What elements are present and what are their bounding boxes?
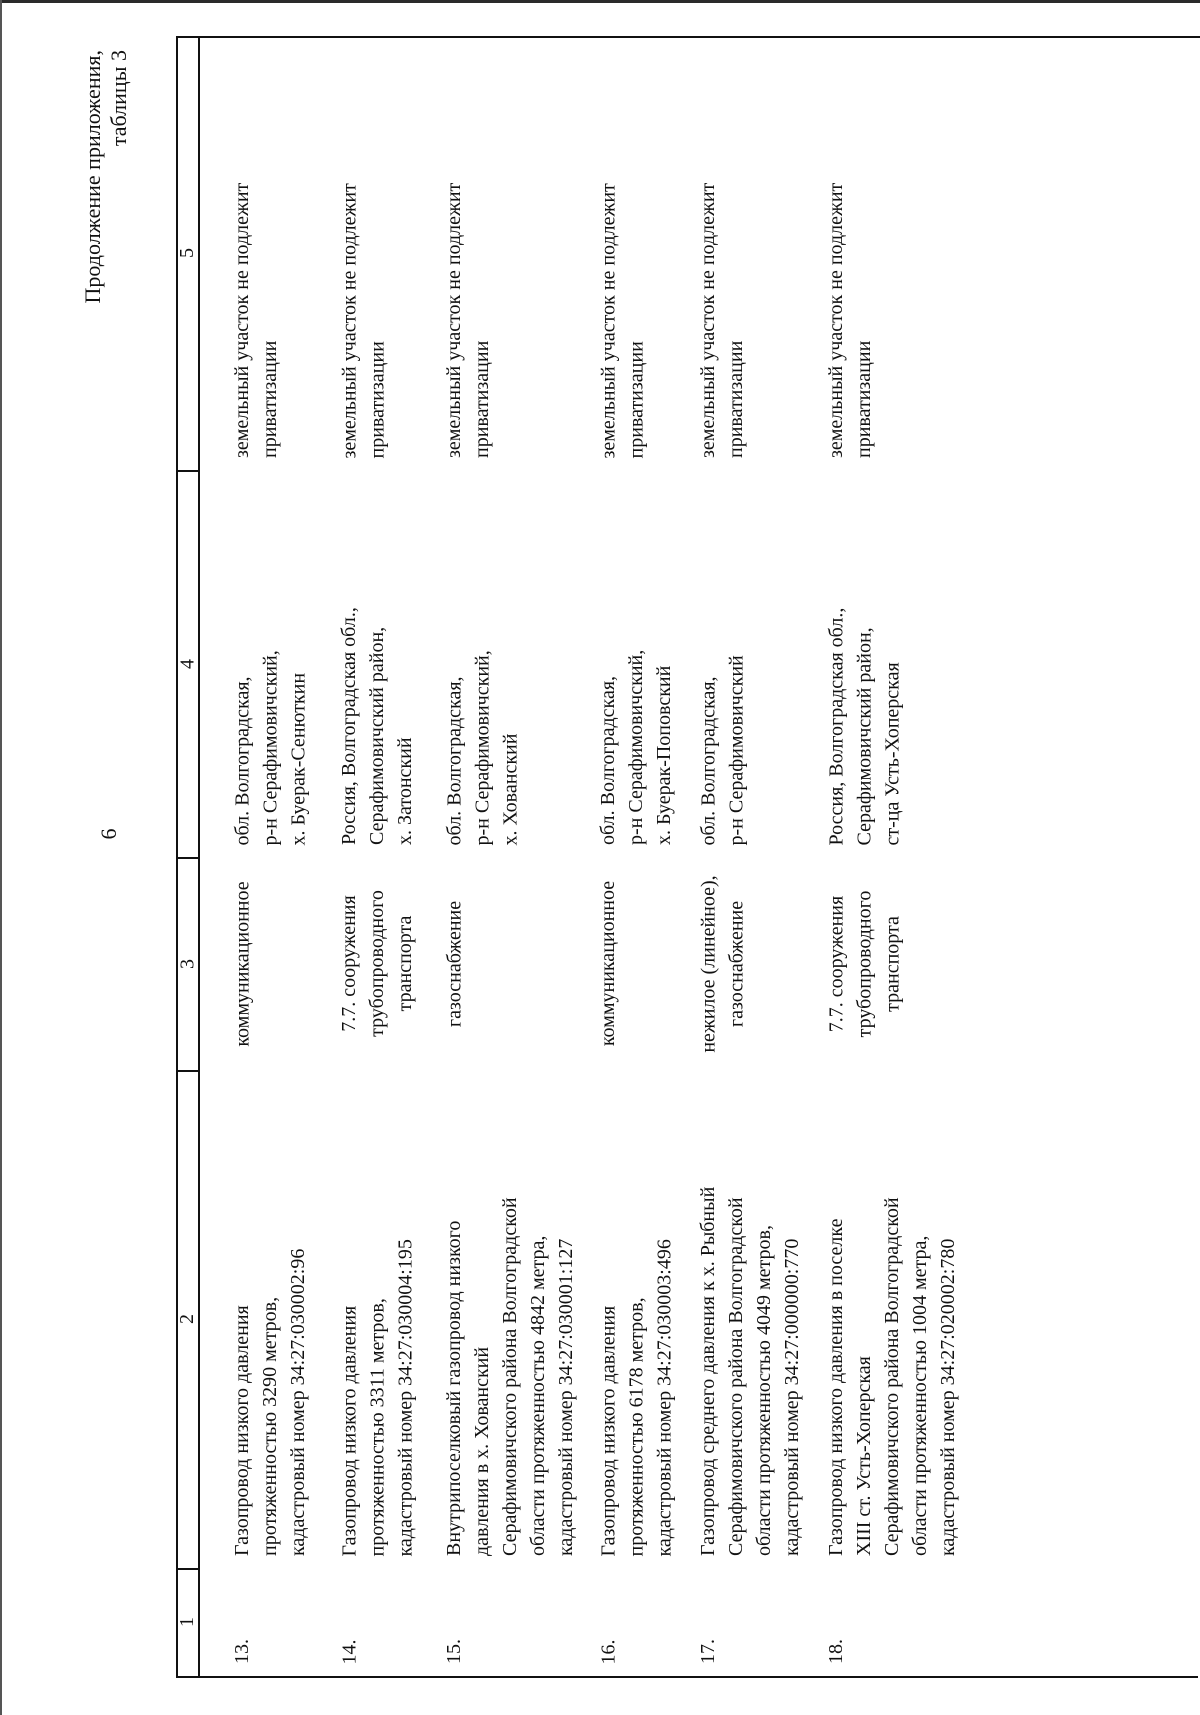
cell-line: кадастровый номер 34:27:030003:496 <box>653 1238 675 1556</box>
cell-line: земельный участок не подлежит <box>597 182 619 458</box>
cell-line: нежилое (линейное), <box>697 874 719 1053</box>
table-cell-num <box>228 1580 328 1664</box>
cell-line: 14. <box>338 1639 360 1664</box>
cell-line: транспорта <box>394 915 416 1012</box>
cell-line: Россия, Волгоградская обл., <box>825 607 847 845</box>
cell-line: 13. <box>231 1639 253 1664</box>
table-cell-restriction <box>335 48 430 458</box>
table-cell-restriction <box>822 48 972 458</box>
cell-line: протяженностью 3290 метров, <box>259 1296 281 1556</box>
cell-line: х. Затонский <box>394 737 416 845</box>
cell-line: 18. <box>825 1639 847 1664</box>
table-cell-address <box>228 482 328 845</box>
cell-line: давления в х. Хованский <box>471 1346 493 1556</box>
continuation-line-1: Продолжение приложения, <box>80 50 105 304</box>
cell-line: XIII ст. Усть-Хоперская <box>853 1356 875 1556</box>
table-cell-purpose <box>822 869 972 1058</box>
cell-line: Газопровод низкого давления в поселке <box>825 1218 847 1556</box>
cell-line: газоснабжение <box>725 900 747 1027</box>
table-rule-horizontal <box>176 1676 1198 1678</box>
cell-line: Газопровод низкого давления <box>231 1305 253 1556</box>
cell-line: обл. Волгоградская, <box>597 675 619 845</box>
cell-line: земельный участок не подлежит <box>231 182 253 458</box>
cell-line: приватизации <box>725 340 747 458</box>
cell-line: р-н Серафимовичский, <box>259 649 281 845</box>
cell-line: р-н Серафимовичский <box>725 654 747 845</box>
table-cell-num <box>594 1580 689 1664</box>
table-cell-purpose <box>335 869 430 1058</box>
table-cell-name <box>335 1082 430 1556</box>
cell-line: кадастровый номер 34:27:020002:780 <box>937 1238 959 1556</box>
cell-line: области протяженностью 4049 метров, <box>753 1225 775 1556</box>
cell-line: трубопроводного <box>853 890 875 1037</box>
table-rule-horizontal <box>176 36 1198 38</box>
cell-line: обл. Волгоградская, <box>697 675 719 845</box>
column-header-4: 4 <box>176 658 198 669</box>
cell-line: Серафимовичский район, <box>366 626 388 845</box>
cell-line: кадастровый номер 34:27:000000:770 <box>781 1238 803 1556</box>
cell-line: приватизации <box>471 340 493 458</box>
cell-line: Серафимовичского района Волгоградской <box>881 1197 903 1556</box>
table-cell-num <box>822 1580 972 1664</box>
table-cell-num <box>694 1580 814 1664</box>
column-header-5: 5 <box>176 248 198 258</box>
column-header-2: 2 <box>176 1314 198 1324</box>
cell-line: области протяженностью 4842 метра, <box>527 1235 549 1556</box>
cell-line: трубопроводного <box>366 890 388 1037</box>
cell-line: приватизации <box>625 340 647 458</box>
cell-line: коммуникационное <box>231 880 253 1047</box>
cell-line: х. Хованский <box>499 733 521 845</box>
table-cell-purpose <box>594 869 689 1058</box>
table-cell-address <box>822 482 972 845</box>
cell-line: земельный участок не подлежит <box>338 182 360 458</box>
cell-line: Серафимовичского района Волгоградской <box>725 1197 747 1556</box>
table-cell-address <box>694 482 814 845</box>
cell-line: кадастровый номер 34:27:030001:127 <box>555 1238 577 1556</box>
table-cell-num <box>440 1580 590 1664</box>
column-header-1: 1 <box>176 1617 198 1627</box>
cell-line: приватизации <box>259 340 281 458</box>
table-cell-purpose <box>228 869 328 1058</box>
cell-line: земельный участок не подлежит <box>443 182 465 458</box>
cell-line: транспорта <box>881 915 903 1012</box>
cell-line: Газопровод низкого давления <box>597 1305 619 1556</box>
table-cell-name <box>822 1082 972 1556</box>
cell-line: Россия, Волгоградская обл., <box>338 607 360 845</box>
cell-line: р-н Серафимовичский, <box>471 649 493 845</box>
cell-line: 16. <box>597 1639 619 1664</box>
cell-line: приватизации <box>853 340 875 458</box>
table-cell-restriction <box>594 48 689 458</box>
table-cell-name <box>440 1082 590 1556</box>
cell-line: земельный участок не подлежит <box>825 182 847 458</box>
table-cell-address <box>335 482 430 845</box>
cell-line: кадастровый номер 34:27:030002:96 <box>287 1248 309 1556</box>
cell-line: обл. Волгоградская, <box>443 675 465 845</box>
cell-line: приватизации <box>366 340 388 458</box>
table-cell-name <box>228 1082 328 1556</box>
cell-line: 7.7. сооружения <box>338 895 360 1032</box>
cell-line: земельный участок не подлежит <box>697 182 719 458</box>
cell-line: Газопровод низкого давления <box>338 1305 360 1556</box>
cell-line: Внутрипоселковый газопровод низкого <box>443 1220 465 1556</box>
column-header-3: 3 <box>176 958 198 969</box>
cell-line: Серафимовичского района Волгоградской <box>499 1197 521 1556</box>
cell-line: 15. <box>443 1639 465 1664</box>
cell-line: протяженностью 3311 метров, <box>366 1297 388 1556</box>
table-cell-restriction <box>440 48 590 458</box>
continuation-line-2: таблицы 3 <box>106 50 131 147</box>
cell-line: области протяженностью 1004 метра, <box>909 1235 931 1556</box>
cell-line: коммуникационное <box>597 880 619 1047</box>
cell-line: кадастровый номер 34:27:030004:195 <box>394 1238 416 1556</box>
table-cell-name <box>594 1082 689 1556</box>
cell-line: х. Буерак-Поповский <box>653 665 675 845</box>
cell-line: протяженностью 6178 метров, <box>625 1296 647 1556</box>
table-cell-name <box>694 1082 814 1556</box>
cell-line: 17. <box>697 1639 719 1664</box>
table-cell-num <box>335 1580 430 1664</box>
table-cell-restriction <box>694 48 814 458</box>
cell-line: газоснабжение <box>443 900 465 1027</box>
cell-line: обл. Волгоградская, <box>231 675 253 845</box>
cell-line: Газопровод среднего давления к х. Рыбный <box>697 1186 719 1556</box>
cell-line: х. Буерак-Сенюткин <box>287 672 309 845</box>
table-cell-address <box>440 482 590 845</box>
table-cell-address <box>594 482 689 845</box>
cell-line: 7.7. сооружения <box>825 895 847 1032</box>
cell-line: Серафимовичский район, <box>853 626 875 845</box>
table-cell-restriction <box>228 48 328 458</box>
page-number: 6 <box>96 828 121 840</box>
table-cell-purpose <box>694 869 814 1058</box>
cell-line: ст-ца Усть-Хоперская <box>881 661 903 845</box>
cell-line: р-н Серафимовичский, <box>625 649 647 845</box>
table-cell-purpose <box>440 869 590 1058</box>
